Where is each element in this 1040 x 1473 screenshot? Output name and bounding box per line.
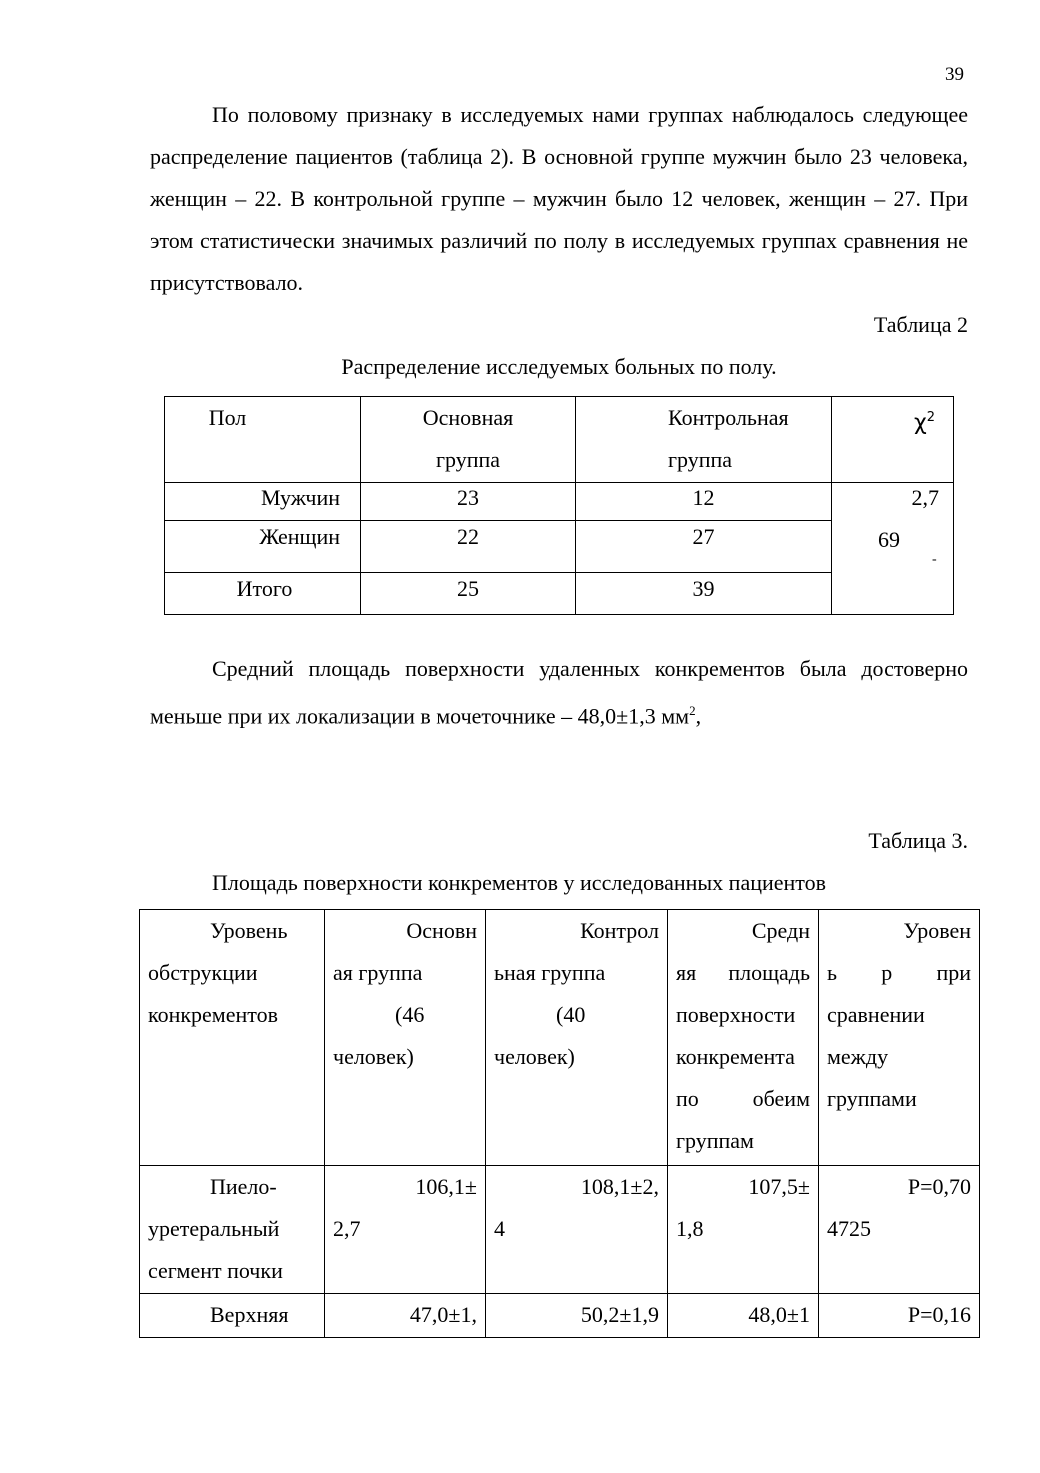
table2-row-total-chi: - [832, 573, 954, 615]
table2-header-chi: $\chi^2$ [832, 397, 954, 483]
table3-row-pelvic-control: 108,1±2, 4 [486, 1166, 668, 1294]
table3-header-p: Уровен ь р при сравнении между группами [819, 910, 980, 1166]
table2-row-women-main: 22 [361, 521, 576, 573]
paragraph-2-text: Средний площадь поверхности удаленных конкрементов была достоверно меньше при их локализации в мочеточнике – 48,0±1,3 мм [150, 656, 968, 729]
table2-row-total-main: 25 [361, 573, 576, 615]
table3-label: Таблица 3. [868, 828, 968, 853]
table2-title: Распределение исследуемых больных по полу. [341, 354, 777, 379]
table2-row-women-control: 27 [576, 521, 832, 573]
paragraph-2-sup: 2 [689, 703, 696, 718]
table3-row-pelvic-level: Пиело- уретеральный сегмент почки [140, 1166, 325, 1294]
paragraph-surface-area [150, 648, 968, 737]
table2-row-women-label: Женщин [165, 521, 361, 573]
table3-row-upper-p: P=0,16 [819, 1294, 980, 1338]
table3-row-pelvic-p: P=0,70 4725 [819, 1166, 980, 1294]
table2-label: Таблица 2 [873, 312, 968, 337]
table2-header-control: Контрольная группа [576, 397, 832, 483]
table3-header-level: Уровень обструкции конкрементов [140, 910, 325, 1166]
table3-row-upper-control: 50,2±1,9 [486, 1294, 668, 1338]
table2-row-men-main: 23 [361, 483, 576, 521]
table3-row-upper-level: Верхняя [140, 1294, 325, 1338]
table2-row-men-label: Мужчин [165, 483, 361, 521]
table3-row-upper-main: 47,0±1, [325, 1294, 486, 1338]
table3-row-pelvic-main: 106,1± 2,7 [325, 1166, 486, 1294]
table2-chi-value: 2,7 69 [832, 483, 954, 573]
table3-header-avg: Средн яя площадь поверхности конкремента по обеим группам [668, 910, 819, 1166]
page-number: 39 [945, 64, 964, 85]
paragraph-1-text: По половому признаку в исследуемых нами группах наблюдалось следующее распределение пациентов (таблица 2). В основной группе мужчин было 23 человека, женщин – 22. В контрольной группе – мужчин было 12 человек, женщин – 27. При этом статистически значимых различий по полу в исследуемых группах сравнения не присутствовало. [150, 102, 968, 295]
table2-header-sex: Пол [165, 397, 361, 483]
table3-header-control: Контрол ьная группа (40 человек) [486, 910, 668, 1166]
paragraph-sex-distribution [150, 94, 968, 304]
paragraph-2-tail: , [695, 703, 702, 729]
table3-header-main: Основн ая группа (46 человек) [325, 910, 486, 1166]
table2-row-total-control: 39 [576, 573, 832, 615]
table2-header-main: Основная группа [361, 397, 576, 483]
table3-title: Площадь поверхности конкрементов у исследованных пациентов [212, 870, 827, 895]
table2 [164, 396, 954, 615]
table3-row-upper-avg: 48,0±1 [668, 1294, 819, 1338]
table3 [139, 909, 980, 1338]
table3-row-pelvic-avg: 107,5± 1,8 [668, 1166, 819, 1294]
table2-row-men-control: 12 [576, 483, 832, 521]
table2-row-total-label: Итого [165, 573, 361, 615]
